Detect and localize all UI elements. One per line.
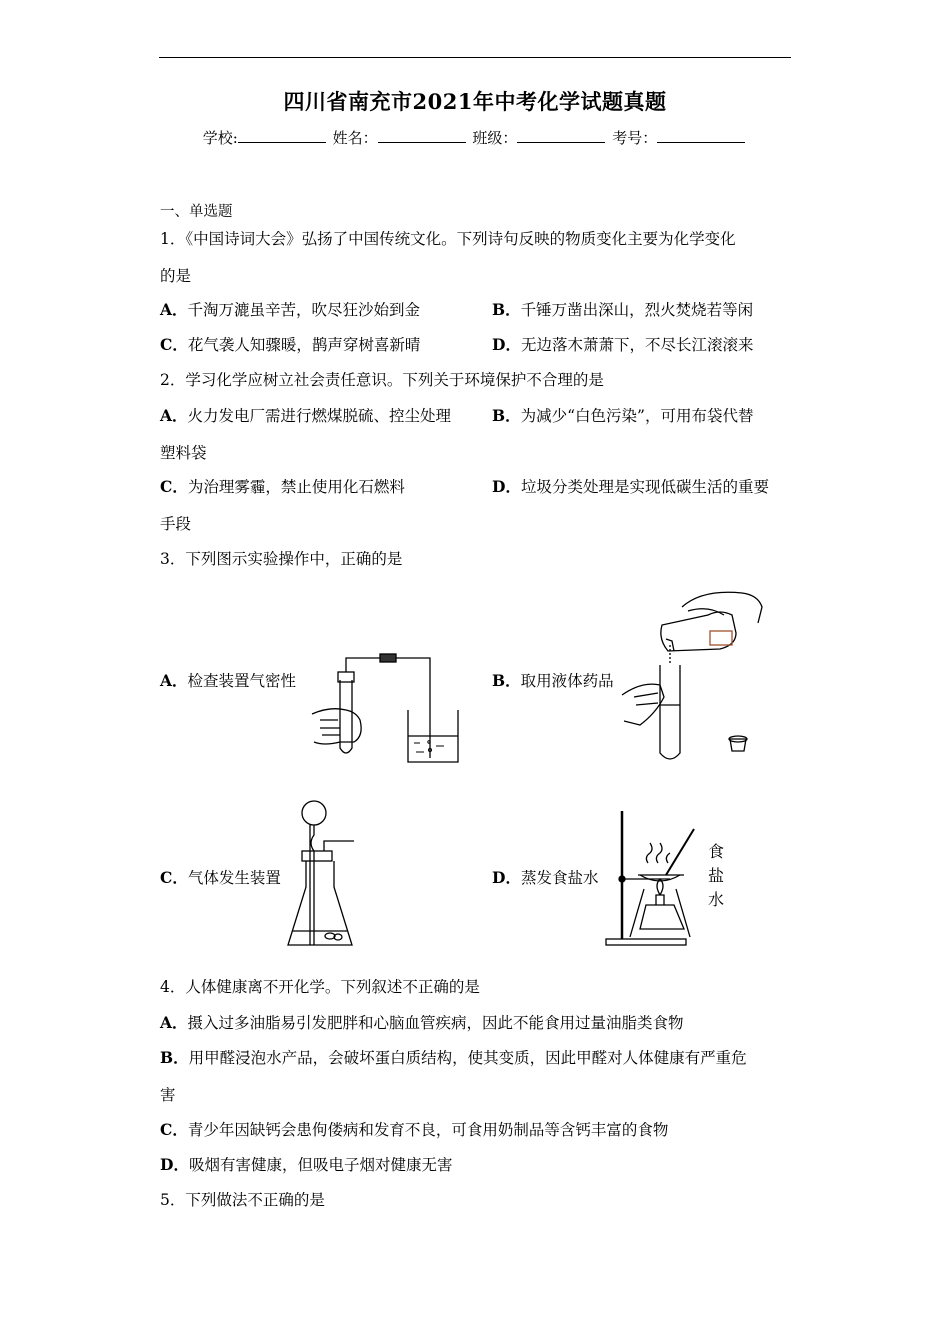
figure-d-label-1: 食 [708, 842, 725, 861]
q3-option-b[interactable] [492, 671, 614, 691]
q2-option-b[interactable] [492, 406, 753, 426]
q1-b-text: 千锤万凿出深山，烈火焚烧若等闲 [520, 301, 754, 319]
q4-option-b-cont: 害 [160, 1086, 176, 1104]
q4-c-letter: C． [160, 1120, 188, 1139]
q3-c-text: 气体发生装置 [187, 869, 281, 887]
q4-d-text: 吸烟有害健康，但吸电子烟对健康无害 [188, 1156, 453, 1174]
q3-a-text: 检查装置气密性 [187, 672, 297, 690]
q5-stem: 5．下列做法不正确的是 [160, 1191, 325, 1209]
q1-stem-line1: 1．《中国诗词大会》弘扬了中国传统文化。下列诗句反映的物质变化主要为化学变化 [160, 230, 736, 248]
section-heading: 一、单选题 [160, 204, 233, 220]
q1-c-letter: C． [160, 335, 188, 354]
q3-b-text: 取用液体药品 [520, 672, 614, 690]
q1-stem-line2: 的是 [160, 267, 192, 285]
number-label: 考号： [612, 129, 658, 147]
q2-b-text: 为减少“白色污染”，可用布袋代替 [520, 407, 754, 425]
figure-gas-generator [280, 795, 380, 955]
class-blank[interactable] [517, 130, 605, 143]
q1-d-letter: D． [492, 335, 521, 354]
q4-stem: 4．人体健康离不开化学。下列叙述不正确的是 [160, 978, 480, 996]
header-rule [159, 57, 791, 58]
q2-c-text: 为治理雾霾，禁止使用化石燃料 [187, 478, 405, 496]
class-label: 班级： [472, 129, 518, 147]
q4-option-b[interactable] [160, 1048, 747, 1068]
q2-d-letter: D． [492, 477, 521, 496]
q3-d-letter: D． [492, 868, 521, 887]
q1-option-c[interactable] [160, 335, 420, 355]
q4-b-letter: B． [160, 1048, 189, 1067]
school-blank[interactable] [238, 130, 326, 143]
q3-b-letter: B． [492, 671, 521, 690]
q4-option-c[interactable] [160, 1120, 668, 1140]
q3-option-d[interactable] [492, 868, 598, 888]
q3-c-letter: C． [160, 868, 188, 887]
q4-a-text: 摄入过多油脂易引发肥胖和心脑血管疾病，因此不能食用过量油脂类食物 [187, 1014, 684, 1032]
name-blank[interactable] [378, 130, 466, 143]
q2-option-a[interactable] [160, 406, 451, 426]
school-label: 学校: [202, 129, 238, 147]
q3-option-c[interactable] [160, 868, 281, 888]
q1-c-text: 花气袭人知骤暖，鹊声穿树喜新晴 [187, 336, 421, 354]
q4-c-text: 青少年因缺钙会患佝偻病和发育不良，可食用奶制品等含钙丰富的食物 [187, 1121, 669, 1139]
q4-option-a[interactable] [160, 1013, 684, 1033]
q4-option-d[interactable] [160, 1155, 452, 1175]
q1-option-b[interactable] [492, 300, 753, 320]
q2-a-text: 火力发电厂需进行燃煤脱硫、控尘处理 [187, 407, 452, 425]
figure-evaporate-salt-water [600, 805, 750, 950]
q1-d-text: 无边落木萧萧下，不尽长江滚滚来 [520, 336, 754, 354]
q4-a-letter: A． [160, 1013, 188, 1032]
q4-d-letter: D． [160, 1155, 189, 1174]
figure-airtightness-check [300, 640, 480, 770]
q1-a-text: 千淘万漉虽辛苦，吹尽狂沙始到金 [187, 301, 421, 319]
q3-a-letter: A． [160, 671, 188, 690]
name-label: 姓名： [332, 129, 378, 147]
q4-b-text: 用甲醛浸泡水产品，会破坏蛋白质结构，使其变质，因此甲醛对人体健康有严重危 [188, 1049, 747, 1067]
figure-d-label-3: 水 [708, 890, 725, 909]
q2-stem: 2．学习化学应树立社会责任意识。下列关于环境保护不合理的是 [160, 371, 604, 389]
number-blank[interactable] [657, 130, 745, 143]
figure-pour-liquid [612, 585, 772, 765]
q3-stem: 3．下列图示实验操作中，正确的是 [160, 550, 403, 568]
q2-option-b-cont: 塑料袋 [160, 444, 207, 462]
q2-a-letter: A． [160, 406, 188, 425]
q1-b-letter: B． [492, 300, 521, 319]
q1-a-letter: A． [160, 300, 188, 319]
q2-d-text: 垃圾分类处理是实现低碳生活的重要 [520, 478, 769, 496]
student-info-line [0, 127, 950, 148]
q3-option-a[interactable] [160, 671, 296, 691]
q2-b-letter: B． [492, 406, 521, 425]
q2-option-d-cont: 手段 [160, 515, 192, 533]
q3-d-text: 蒸发食盐水 [520, 869, 599, 887]
q1-option-d[interactable] [492, 335, 753, 355]
q2-c-letter: C． [160, 477, 188, 496]
page-title: 四川省南充市2021年中考化学试题真题 [283, 89, 667, 114]
q2-option-d[interactable] [492, 477, 769, 497]
q2-option-c[interactable] [160, 477, 405, 497]
q1-option-a[interactable] [160, 300, 420, 320]
figure-d-label-2: 盐 [708, 866, 725, 885]
